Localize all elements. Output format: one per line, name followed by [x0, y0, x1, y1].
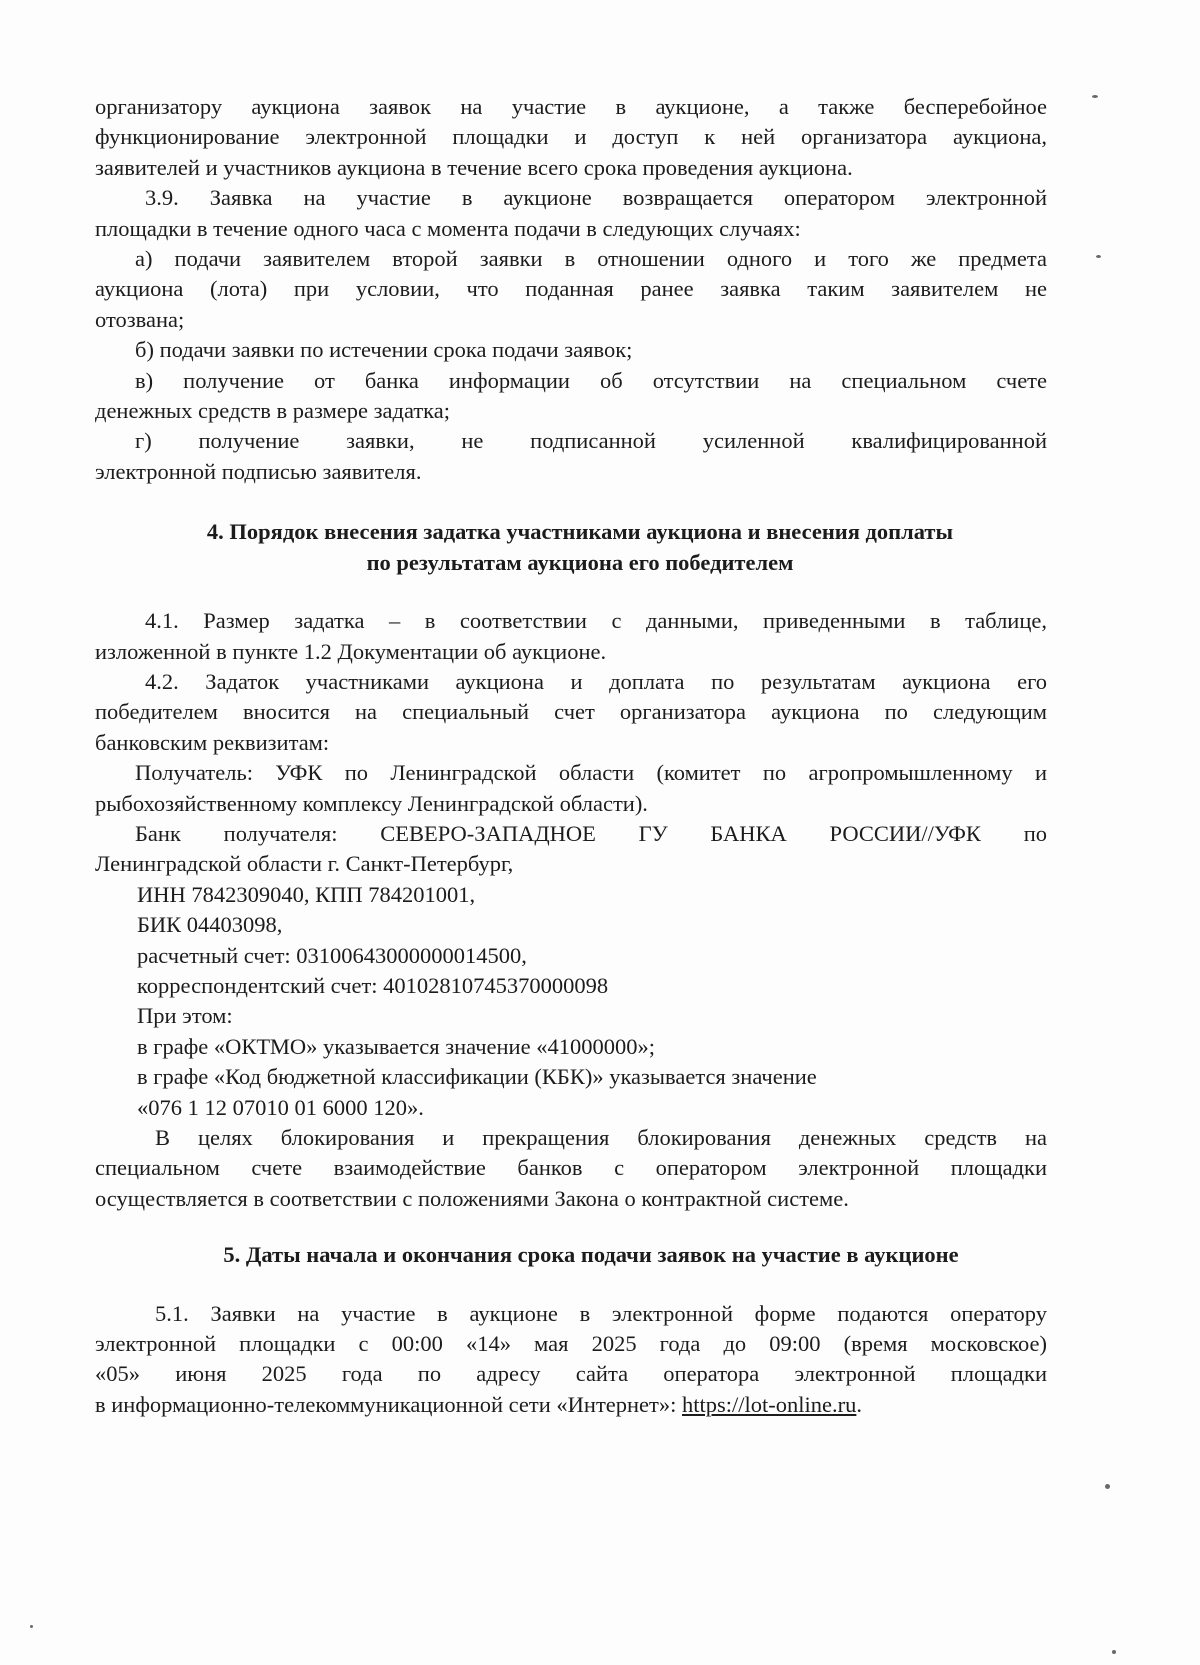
paragraph-line: функционирование электронной площадки и доступ к ней организатора аукциона, — [95, 124, 1047, 150]
paragraph-line: победителем вносится на специальный счет организатора аукциона по следующим — [95, 699, 1047, 725]
paragraph-line: аукциона (лота) при условии, что поданная ранее заявка таким заявителем не — [95, 276, 1047, 302]
kbk-value: «076 1 12 07010 01 6000 120». — [137, 1094, 424, 1120]
clause-3-9-a: а) подачи заявителем второй заявки в отношении одного и того же предмета — [135, 246, 1047, 272]
scan-speck — [1112, 1650, 1116, 1654]
clause-5-1: 5.1. Заявки на участие в аукционе в электронной форме подаются оператору — [155, 1300, 1047, 1326]
kbk: в графе «Код бюджетной классификации (КБК)» указывается значение — [137, 1064, 817, 1090]
note: При этом: — [137, 1003, 233, 1029]
clause-4-2: 4.2. Задаток участниками аукциона и доплата по результатам аукциона его — [145, 668, 1047, 694]
paragraph-line: электронной подписью заявителя. — [95, 458, 422, 484]
inn-kpp: ИНН 7842309040, КПП 784201001, — [137, 881, 476, 907]
settlement-account: расчетный счет: 03100643000000014500, — [137, 942, 527, 968]
clause-4-1: 4.1. Размер задатка – в соответствии с данными, приведенными в таблице, — [145, 608, 1047, 634]
section-5-heading — [95, 1240, 1047, 1270]
paragraph-line: «05» июня 2025 года по адресу сайта оператора электронной площадки — [95, 1361, 1047, 1387]
scan-speck — [30, 1625, 33, 1628]
clause-3-9: 3.9. Заявка на участие в аукционе возвращается оператором электронной — [145, 185, 1047, 211]
paragraph-line: специальном счете взаимодействие банков с оператором электронной площадки — [95, 1155, 1047, 1181]
section-4-heading — [95, 517, 1047, 578]
paragraph-line: рыбохозяйственному комплексу Ленинградской области). — [95, 790, 648, 816]
scan-speck — [1096, 255, 1101, 258]
scan-speck — [1092, 95, 1098, 98]
heading-line: 4. Порядок внесения задатка участниками аукциона и внесения доплаты — [206, 519, 954, 545]
heading-line: 5. Даты начала и окончания срока подачи заявок на участие в аукционе — [223, 1242, 959, 1268]
paragraph-line: заявителей и участников аукциона в течение всего срока проведения аукциона. — [95, 154, 853, 180]
lot-online-link[interactable]: https://lot-online.ru — [682, 1391, 857, 1417]
paragraph-line: изложенной в пункте 1.2 Документации об аукционе. — [95, 638, 607, 664]
paragraph-line: организатору аукциона заявок на участие в аукционе, а также бесперебойное — [95, 94, 1047, 119]
clause-3-9-g: г) получение заявки, не подписанной усиленной квалифицированной — [135, 428, 1047, 454]
text-span: . — [856, 1391, 862, 1417]
blocking-paragraph: В целях блокирования и прекращения блокирования денежных средств на — [155, 1125, 1047, 1150]
paragraph-line: банковским реквизитам: — [95, 729, 330, 755]
paragraph-line: электронной площадки с 00:00 «14» мая 2025 года до 09:00 (время московское) — [95, 1331, 1047, 1357]
paragraph-line: осуществляется в соответствии с положениями Закона о контрактной системе. — [95, 1185, 849, 1211]
clause-3-9-b: б) подачи заявки по истечении срока подачи заявок; — [135, 337, 633, 363]
scan-speck — [1105, 1484, 1110, 1489]
bik: БИК 04403098, — [137, 912, 283, 938]
paragraph-line: отозвана; — [95, 306, 185, 332]
correspondent-account: корреспондентский счет: 40102810745370000098 — [137, 972, 609, 998]
heading-line: по результатам аукциона его победителем — [366, 549, 794, 575]
recipient-bank: Банк получателя: СЕВЕРО-ЗАПАДНОЕ ГУ БАНКА РОССИИ//УФК по — [135, 820, 1047, 846]
document-text — [95, 92, 1047, 1420]
clause-3-9-v: в) получение от банка информации об отсутствии на специальном счете — [135, 367, 1047, 393]
paragraph-line: денежных средств в размере задатка; — [95, 398, 451, 424]
oktmo: в графе «ОКТМО» указывается значение «41000000»; — [137, 1033, 655, 1059]
recipient: Получатель: УФК по Ленинградской области (комитет по агропромышленному и — [135, 760, 1047, 786]
text-span: в информационно-телекоммуникационной сети «Интернет»: — [95, 1391, 682, 1417]
paragraph-line — [95, 1390, 1047, 1420]
paragraph-line: площадки в течение одного часа с момента подачи в следующих случаях: — [95, 215, 801, 241]
paragraph-line: Ленинградской области г. Санкт-Петербург, — [95, 851, 514, 877]
